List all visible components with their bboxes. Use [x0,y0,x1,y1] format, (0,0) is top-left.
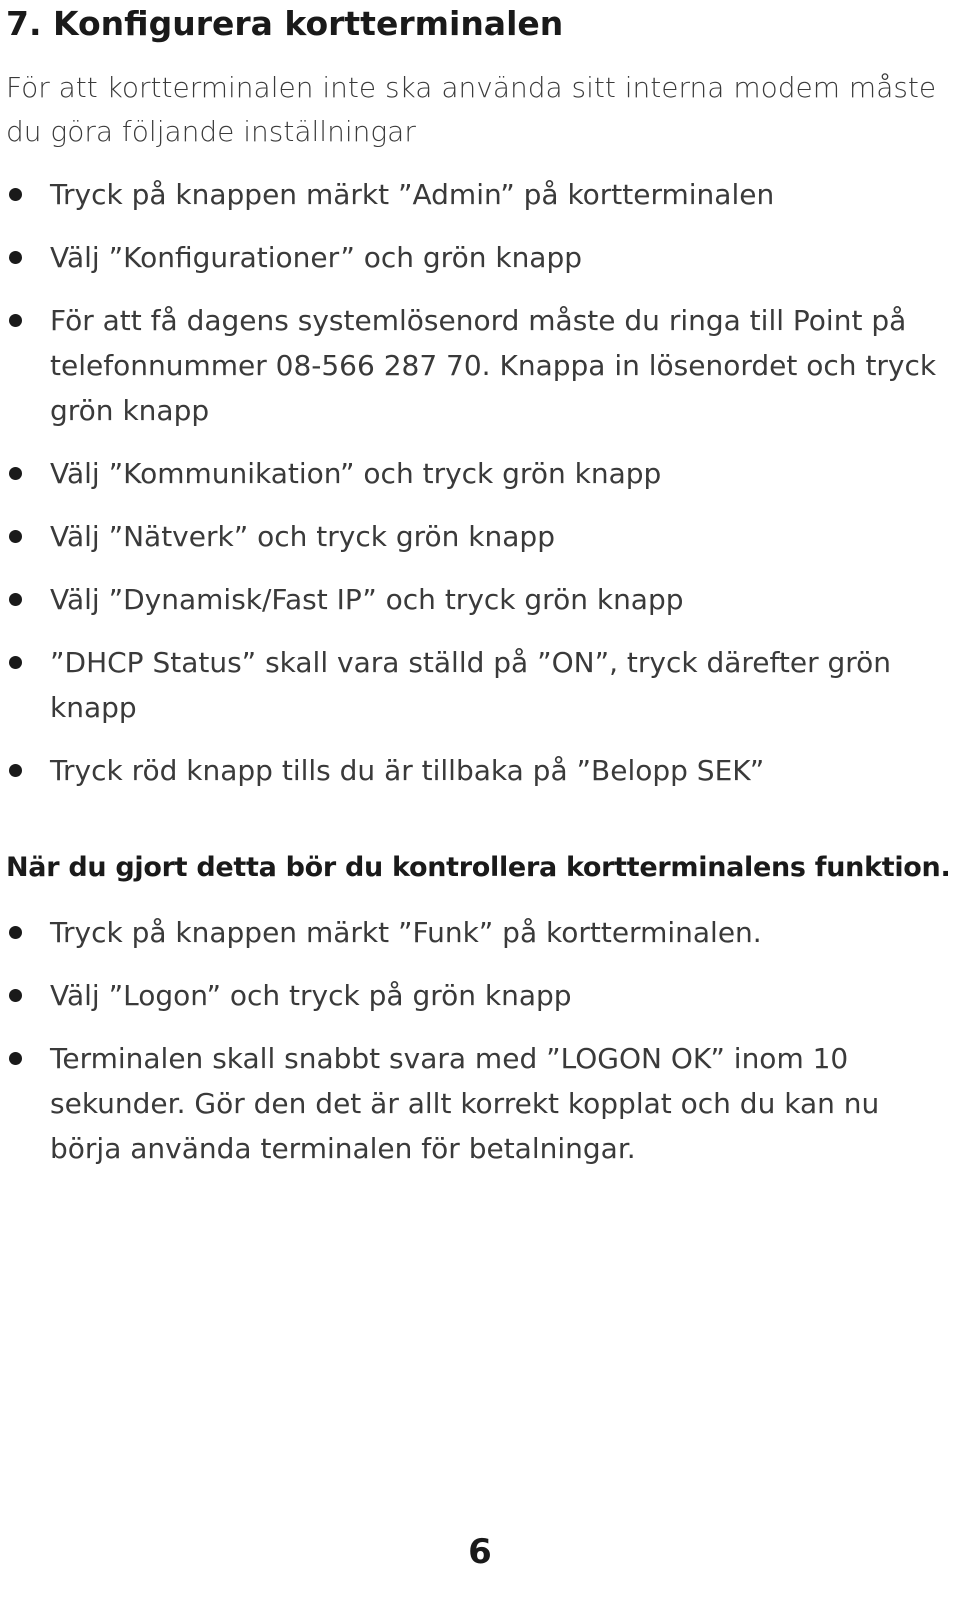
check-steps-list [0,910,955,1189]
intro-paragraph: För att kortterminalen inte ska använda sitt interna modem måste du göra följande inställningar [6,71,937,148]
list-item [0,748,955,793]
list-item-text: Tryck på knappen märkt ”Funk” på kortterminalen. [50,916,762,949]
list-item-text: Terminalen skall snabbt svara med ”LOGON OK” inom 10 sekunder. Gör den det är allt korrekt kopplat och du kan nu börja använda terminalen för betalningar. [50,1042,880,1165]
list-item-text: Välj ”Nätverk” och tryck grön knapp [50,520,555,553]
bullet-icon [9,188,22,201]
list-item-text: Välj ”Konfigurationer” och grön knapp [50,241,583,274]
list-item-text: ”DHCP Status” skall vara ställd på ”ON”, tryck därefter grön knapp [50,646,892,724]
list-item [0,451,955,496]
list-item [0,640,955,730]
list-item [0,514,955,559]
list-item-text: Välj ”Kommunikation” och tryck grön knapp [50,457,662,490]
list-item [0,910,955,955]
bullet-icon [9,926,22,939]
bullet-icon [9,251,22,264]
bullet-icon [9,656,22,669]
check-subheading: När du gjort detta bör du kontrollera kortterminalens funktion. [6,852,951,883]
bullet-icon [9,593,22,606]
bullet-icon [9,314,22,327]
list-item-text: Välj ”Dynamisk/Fast IP” och tryck grön knapp [50,583,684,616]
bullet-icon [9,1052,22,1065]
configuration-steps-list [0,172,955,811]
list-item [0,1036,955,1171]
list-item-text: För att få dagens systemlösenord måste du ringa till Point på telefonnummer 08-566 287 70. Knappa in lösenordet och tryck grön knapp [50,304,937,427]
bullet-icon [9,467,22,480]
list-item [0,973,955,1018]
list-item-text: Tryck röd knapp tills du är tillbaka på ”Belopp SEK” [50,754,765,787]
list-item [0,298,955,433]
bullet-icon [9,530,22,543]
list-item [0,172,955,217]
bullet-icon [9,764,22,777]
list-item [0,235,955,280]
section-title: 7. Konfigurera kortterminalen [6,4,564,43]
list-item-text: Välj ”Logon” och tryck på grön knapp [50,979,572,1012]
bullet-icon [9,989,22,1002]
page-number: 6 [468,1532,492,1572]
list-item [0,577,955,622]
list-item-text: Tryck på knappen märkt ”Admin” på kortterminalen [50,178,775,211]
